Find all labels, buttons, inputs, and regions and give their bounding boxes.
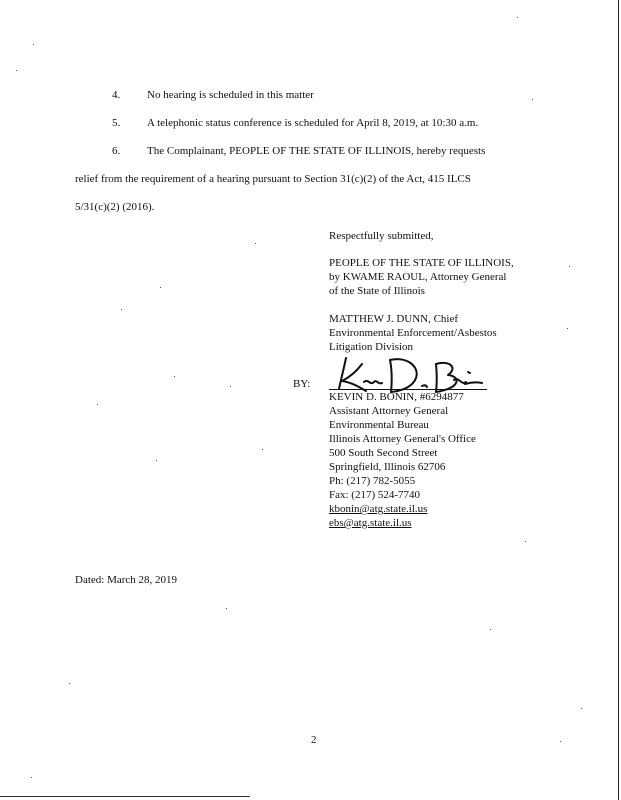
agency-line: PEOPLE OF THE STATE OF ILLINOIS, <box>329 257 514 269</box>
attorney-line: KEVIN D. BONIN, #6294877 <box>329 391 464 403</box>
agency-line: of the State of Illinois <box>329 285 425 297</box>
paragraph-4-number: 4. <box>112 89 121 101</box>
scan-edge-right <box>618 0 619 800</box>
division-block <box>329 312 497 354</box>
paragraph-5-text: A telephonic status conference is scheduled for April 8, 2019, at 10:30 a.m. <box>147 117 479 129</box>
attorney-line: Environmental Bureau <box>329 419 429 431</box>
attorney-line: Assistant Attorney General <box>329 405 449 417</box>
paragraph-5-number: 5. <box>112 117 121 129</box>
attorney-line: Ph: (217) 782-5055 <box>329 475 416 487</box>
page-number: 2 <box>311 734 317 746</box>
date-line: Dated: March 28, 2019 <box>75 574 178 586</box>
paragraph-6-line-3: 5/31(c)(2) (2016). <box>75 201 155 213</box>
paragraph-6-line-2: relief from the requirement of a hearing pursuant to Section 31(c)(2) of the Act, 415 ILCS <box>75 173 471 185</box>
by-label: BY: <box>293 378 311 390</box>
attorney-line: Illinois Attorney General's Office <box>329 433 476 445</box>
scan-edge-bottom <box>0 796 250 797</box>
email-link[interactable]: kbonin@atg.state.il.us <box>329 503 428 515</box>
attorney-line: Springfield, Illinois 62706 <box>329 461 446 473</box>
email-link[interactable]: ebs@atg.state.il.us <box>329 517 412 529</box>
agency-block <box>329 256 514 298</box>
paragraph-6-number: 6. <box>112 145 121 157</box>
division-line: Litigation Division <box>329 341 414 353</box>
paragraph-4-text: No hearing is scheduled in this matter <box>147 89 314 101</box>
division-line: Environmental Enforcement/Asbestos <box>329 327 497 339</box>
division-line: MATTHEW J. DUNN, Chief <box>329 313 459 325</box>
attorney-block <box>329 390 476 530</box>
closing: Respectfully submitted, <box>329 230 434 242</box>
attorney-line: Fax: (217) 524-7740 <box>329 489 421 501</box>
attorney-line: 500 South Second Street <box>329 447 438 459</box>
paragraph-6-line-1: The Complainant, PEOPLE OF THE STATE OF ILLINOIS, hereby requests <box>147 145 486 157</box>
agency-line: by KWAME RAOUL, Attorney General <box>329 271 507 283</box>
